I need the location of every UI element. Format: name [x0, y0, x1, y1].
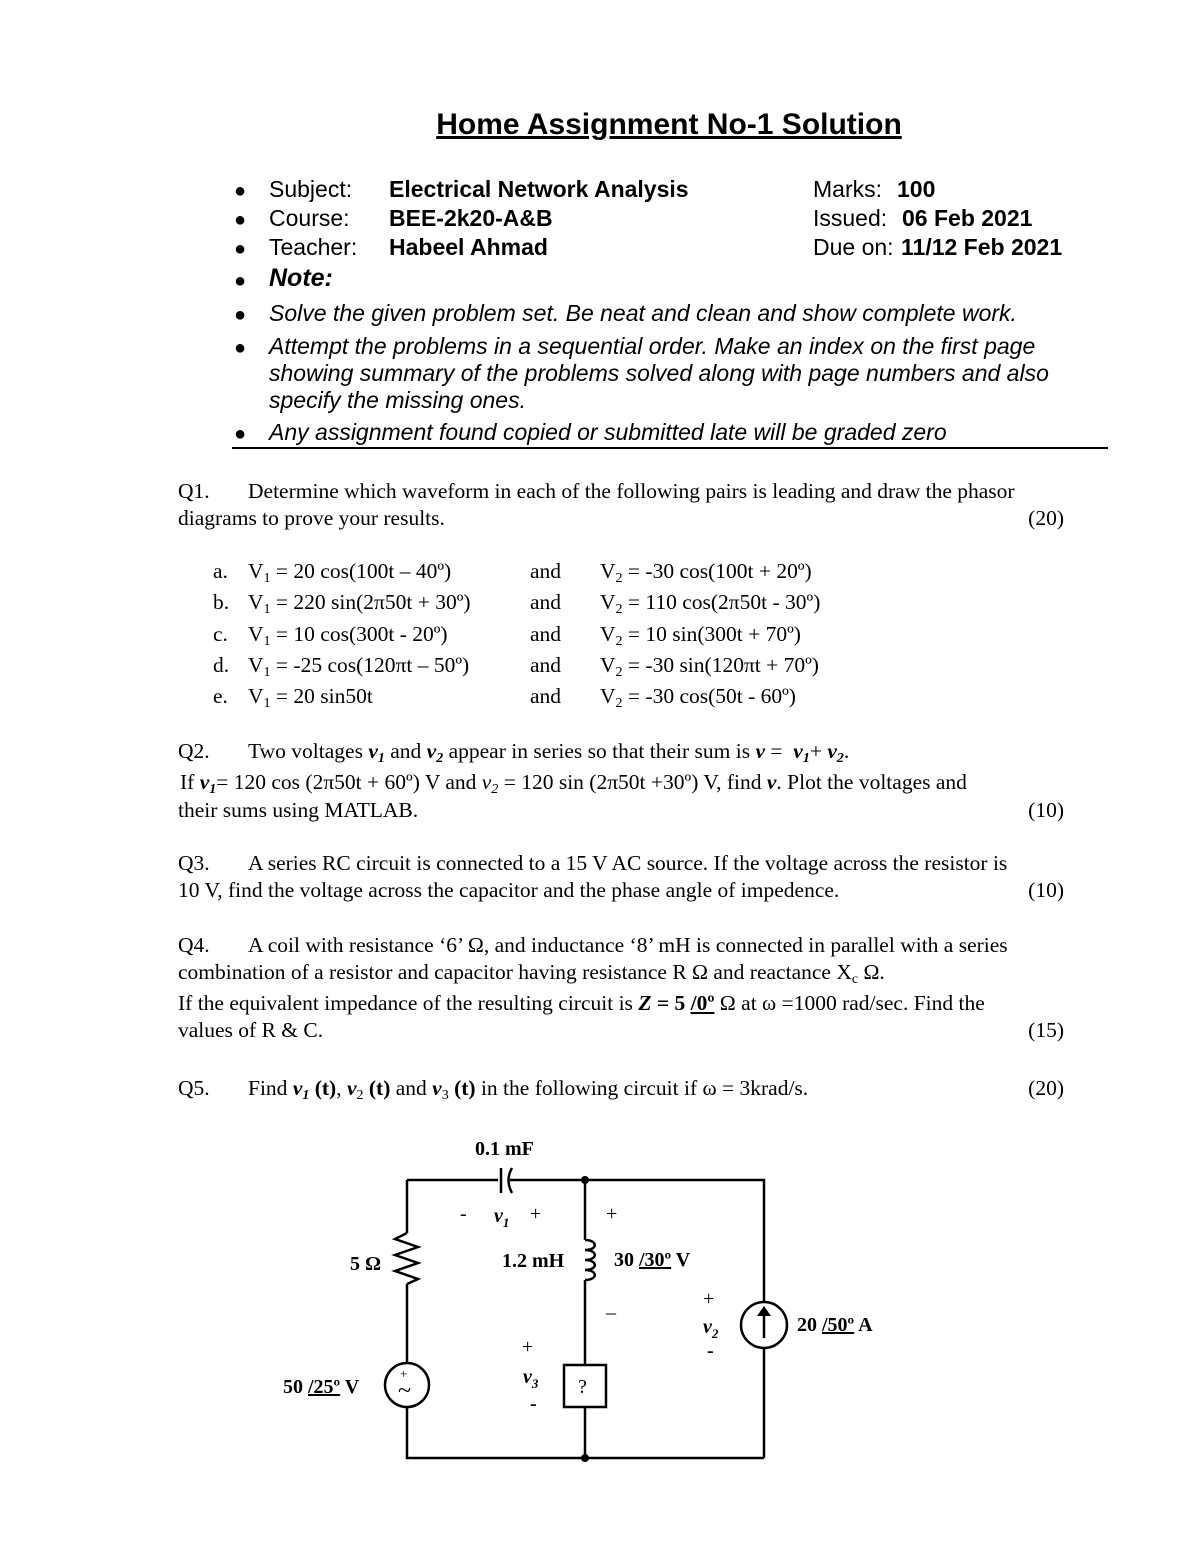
wire [510, 1180, 764, 1302]
resistor-zigzag [395, 1233, 418, 1284]
vdrop-label: 30 /30º V [614, 1249, 691, 1271]
bullet-icon: ● [234, 423, 247, 445]
page-title: Home Assignment No-1 Solution [436, 108, 902, 141]
question-text: A series RC circuit is connected to a 15 V AC source. If the voltage across the resistor is [248, 851, 1008, 875]
note-item-continued: showing summary of the problems solved along with page numbers and also [269, 360, 1049, 386]
and-word: and [530, 590, 562, 614]
question-marks: (20) [1028, 506, 1064, 530]
v2-expression: $V_2 = 10$ sin(300t + 70º) [600, 622, 801, 649]
v1-value: = 20 sin50t [275, 684, 373, 708]
and-word: and [530, 653, 562, 677]
course-value: BEE-2k20-A&B [389, 205, 553, 231]
v2-expression: $V_2 = -30$ cos(100t + 20º) [600, 559, 812, 586]
v1-expression: $V_1 = 20$ cos(100t – 40º) [248, 559, 452, 586]
question-text: combination of a resistor and capacitor having resistance R Ω and reactance $X_c$ Ω. [178, 960, 885, 987]
teacher-value: Habeel Ahmad [389, 234, 548, 260]
v2-value: = 110 cos(2π50t - 30º) [627, 590, 821, 614]
v2-value: = -30 sin(120πt + 70º) [627, 653, 819, 677]
question-number: Q2. [178, 739, 210, 763]
v3-label: $v_3$ [523, 1366, 539, 1391]
isrc-label: 20 /50º A [797, 1314, 873, 1336]
question-text: their sums using MATLAB. [178, 798, 419, 822]
part-label: e. [213, 684, 228, 708]
question-marks: (10) [1028, 798, 1064, 822]
question-number: Q4. [178, 933, 210, 957]
note-item-continued: specify the missing ones. [269, 387, 526, 413]
question-marks: (20) [1028, 1076, 1064, 1100]
note-item: Solve the given problem set. Be neat and clean and show complete work. [269, 300, 1017, 326]
question-text: diagrams to prove your results. [178, 506, 445, 530]
bullet-icon: ● [234, 238, 247, 260]
part-label: d. [213, 653, 230, 677]
v1-minus: - [460, 1203, 467, 1225]
teacher-label: Teacher: [269, 234, 358, 260]
unknown-element-label: ? [578, 1376, 587, 1398]
question-text: Find $v_1$ (t), $v_2$ (t) and $v_3$ (t) in the following circuit if ω = 3krad/s. [248, 1076, 809, 1103]
question-marks: (10) [1028, 878, 1064, 902]
v1-label: $v_1$ [494, 1205, 510, 1230]
question-number: Q5. [178, 1076, 210, 1100]
question-text: Two voltages $v_1$ and $v_2$ appear in series so that their sum is $v = v_1+ v_2$. [248, 739, 850, 766]
part-label: a. [213, 559, 228, 583]
v2-expression: $V_2 = -30$ sin(120πt + 70º) [600, 653, 819, 680]
note-item: Any assignment found copied or submitted late will be graded zero [269, 419, 947, 445]
marks-label: Marks: [813, 176, 882, 202]
due-label: Due on: [813, 234, 894, 260]
v1-plus: + [530, 1203, 542, 1225]
question-text: values of R & C. [178, 1018, 324, 1042]
v2-expression: $V_2 = -30$ cos(50t - 60º) [600, 684, 796, 711]
junction-dot [581, 1454, 589, 1462]
v3-minus: - [530, 1393, 537, 1415]
marks-value: 100 [897, 176, 936, 202]
part-label: b. [213, 590, 230, 614]
question-text: Determine which waveform in each of the following pairs is leading and draw the phasor [248, 479, 1015, 503]
v2-value: = 10 sin(300t + 70º) [627, 622, 801, 646]
junction-dot [581, 1176, 589, 1184]
v2-value: = -30 cos(50t - 60º) [627, 684, 796, 708]
question-text: If $v_1= 120$ cos (2π50t + 60º) V and $v_2 = 120$ sin (2π50t +30º) V, find v. Plot the voltages and [180, 770, 967, 797]
resistor-label: 5 Ω [350, 1253, 382, 1275]
bullet-icon: ● [234, 180, 247, 202]
v1-expression: $V_1 = 10$ cos(300t - 20º) [248, 622, 448, 649]
v1-expression: $V_1 = -25$ cos(120πt – 50º) [248, 653, 470, 680]
part-label: c. [213, 622, 228, 646]
note-item: Attempt the problems in a sequential order. Make an index on the first page [269, 333, 1036, 359]
v2-value: = -30 cos(100t + 20º) [627, 559, 812, 583]
v1-expression: $V_1 = 20$ sin50t [248, 684, 373, 711]
vdrop-plus: + [606, 1203, 618, 1225]
ac-tilde-icon: ~ [398, 1378, 411, 1404]
question-text: If the equivalent impedance of the resulting circuit is Z = 5 /0º Ω at ω =1000 rad/sec. Find the [178, 991, 985, 1015]
vsrc-plus: + [400, 1366, 408, 1381]
vdrop-minus: _ [606, 1295, 616, 1317]
question-text: 10 V, find the voltage across the capacitor and the phase angle of impedence. [178, 878, 840, 902]
capacitor-label: 0.1 mF [475, 1138, 534, 1160]
bullet-icon: ● [234, 337, 247, 359]
v3-plus: + [522, 1336, 534, 1358]
question-number: Q3. [178, 851, 210, 875]
bullet-icon: ● [234, 304, 247, 326]
v1-expression: $V_1 = 220$ sin(2π50t + 30º) [248, 590, 471, 617]
vsrc-label: 50 /25º V [283, 1376, 360, 1398]
and-word: and [530, 559, 562, 583]
question-marks: (15) [1028, 1018, 1064, 1042]
inductor-coil [585, 1240, 595, 1280]
v1-value: = 220 sin(2π50t + 30º) [275, 590, 471, 614]
v1-value: = 10 cos(300t - 20º) [275, 622, 448, 646]
due-value: 11/12 Feb 2021 [901, 234, 1063, 260]
v1-value: = 20 cos(100t – 40º) [275, 559, 452, 583]
inductor-label: 1.2 mH [502, 1250, 565, 1272]
issued-value: 06 Feb 2021 [902, 205, 1033, 231]
current-arrow-head [757, 1306, 771, 1316]
question-text: A coil with resistance ‘6’ Ω, and inductance ‘8’ mH is connected in parallel with a series [248, 933, 1008, 957]
v2-expression: $V_2 = 110$ cos(2π50t - 30º) [600, 590, 821, 617]
question-number: Q1. [178, 479, 210, 503]
v1-value: = -25 cos(120πt – 50º) [275, 653, 470, 677]
v2-minus: - [707, 1340, 714, 1362]
subject-value: Electrical Network Analysis [389, 176, 689, 202]
and-word: and [530, 622, 562, 646]
and-word: and [530, 684, 562, 708]
bullet-icon: ● [234, 209, 247, 231]
subject-label: Subject: [269, 176, 353, 202]
v2-plus: + [703, 1288, 715, 1310]
bullet-icon: ● [234, 270, 247, 292]
note-label: Note: [269, 264, 333, 292]
course-label: Course: [269, 205, 350, 231]
issued-label: Issued: [813, 205, 888, 231]
v2-label: $v_2$ [703, 1316, 719, 1341]
